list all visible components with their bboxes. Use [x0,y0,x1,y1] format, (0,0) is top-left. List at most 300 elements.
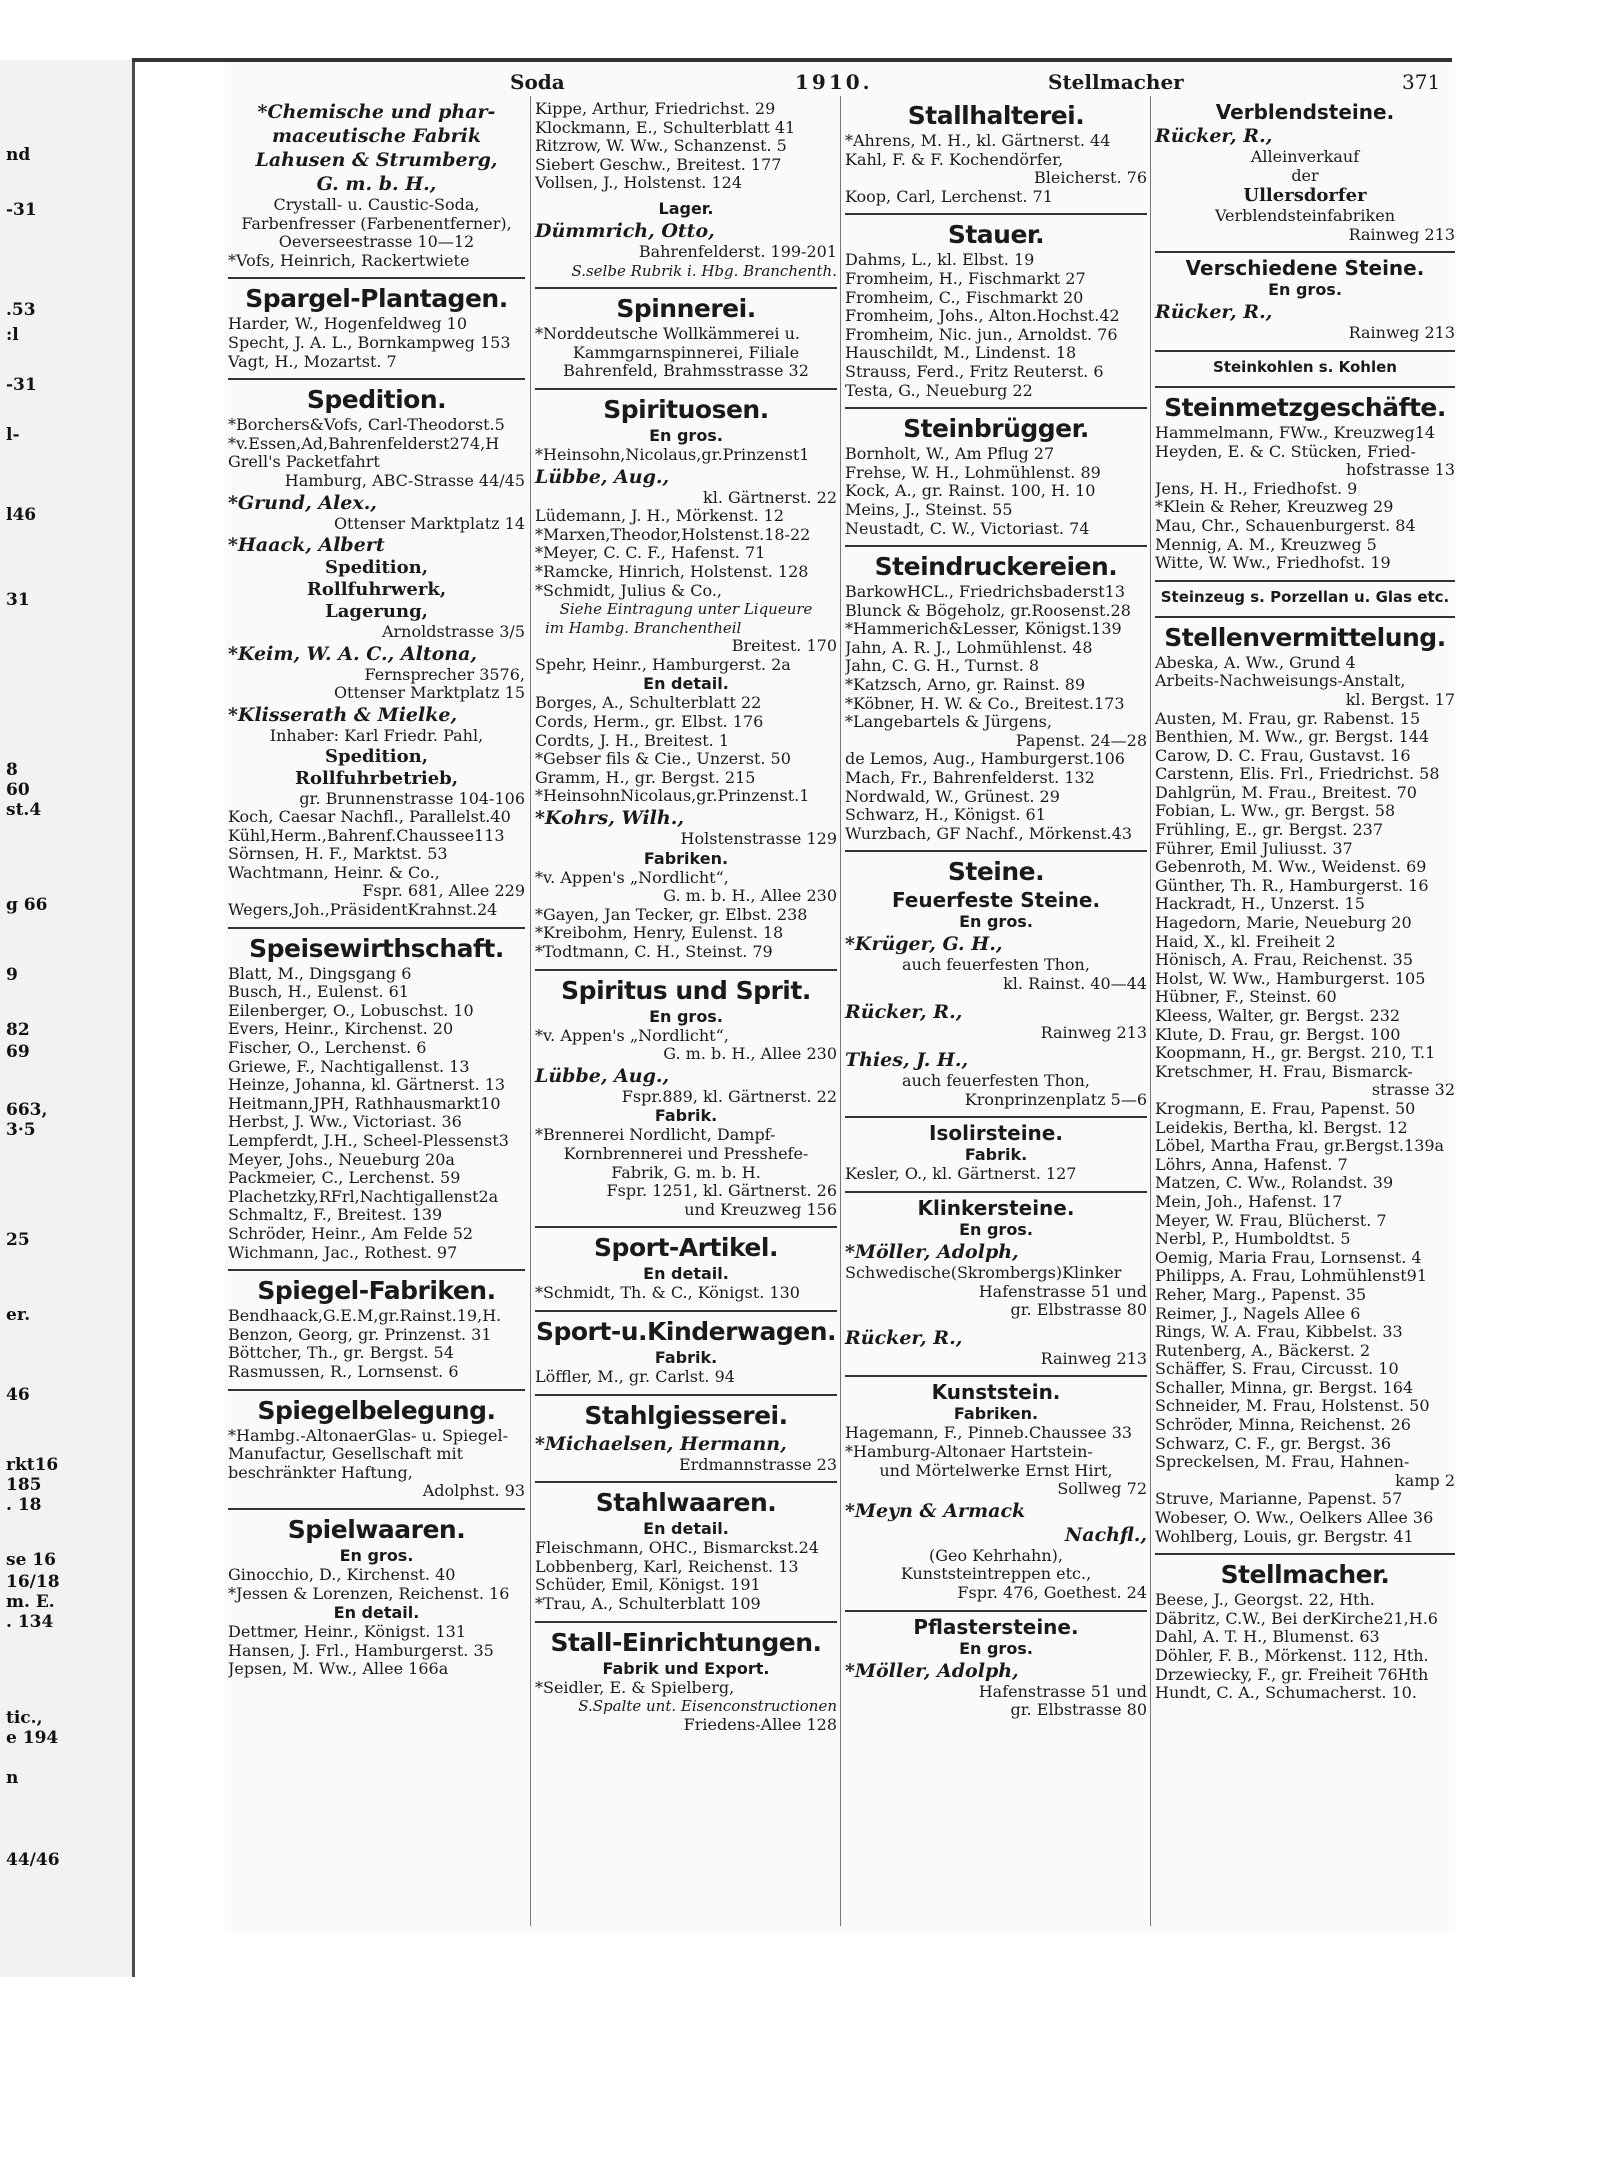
entry: auch feuerfesten Thon, [902,1071,1090,1091]
section-heading: Spiegelbelegung. [257,1395,496,1425]
entry: Hundt, C. A., Schumacherst. 10. [1155,1684,1417,1703]
column-rule [1150,96,1151,1926]
entry: Wurzbach, GF Nachf., Mörkenst.43 [845,824,1132,843]
entry: Cordts, J. H., Breitest. 1 [535,731,730,750]
entry: BarkowHCL., Friedrichsbaderst13 [845,583,1126,602]
entry: kl. Rainst. 40—44 [1003,974,1147,993]
entry: Schneider, M. Frau, Holstenst. 50 [1155,1397,1430,1416]
company-name: Dümmrich, Otto, [535,219,715,242]
entry: Jepsen, M. Ww., Allee 166a [228,1660,449,1679]
entry: Strauss, Ferd., Fritz Reuterst. 6 [845,362,1104,381]
entry: Rainweg 213 [1348,323,1455,343]
entry: (Geo Kehrhahn), [929,1545,1063,1565]
entry: Kretschmer, H. Frau, Bismarck- [1155,1062,1413,1081]
entry: Specht, J. A. L., Bornkampweg 153 [228,333,511,352]
entry: und Mörtelwerke Ernst Hirt, [879,1460,1113,1480]
entry: kl. Bergst. 17 [1345,689,1455,709]
entry: Wobeser, O. Ww., Oelkers Allee 36 [1155,1509,1434,1528]
entry: Spedition, [325,745,428,767]
company-name: *Haack, Albert [228,534,385,557]
entry: Carstenn, Elis. Frl., Friedrichst. 58 [1155,765,1440,784]
entry: *Norddeutsche Wollkämmerei u. [535,325,800,344]
entry: Testa, G., Neueburg 22 [845,381,1033,400]
entry: Blatt, M., Dingsgang 6 [228,964,412,983]
spine-text-fragment: tic., [6,1708,43,1728]
company-name: Thies, J. H., [845,1049,969,1072]
entry: Löbel, Martha Frau, gr.Bergst.139a [1155,1137,1445,1156]
company-name: Rücker, R., [1155,301,1273,324]
spine-text-fragment: -31 [6,200,37,220]
entry: Hansen, J. Frl., Hamburgerst. 35 [228,1641,494,1660]
company-name: *Kohrs, Wilh., [535,807,684,830]
spine-text-fragment: rkt16 [6,1455,59,1475]
entry: Rasmussen, R., Lornsenst. 6 [228,1362,459,1381]
section-divider [845,213,1147,215]
entry: *Ramcke, Hinrich, Holstenst. 128 [535,562,809,581]
subheading: Verblendsteine. [1215,100,1395,124]
entry: Kammgarnspinnerei, Filiale [572,342,800,362]
entry: Philipps, A. Frau, Lohmühlenst91 [1155,1267,1428,1286]
subheading: En detail. [333,1603,420,1623]
entry: *Vofs, Heinrich, Rackertwiete [228,251,470,270]
spine-text-fragment: 46 [6,1385,30,1405]
entry: Wichmann, Jac., Rothest. 97 [228,1243,458,1262]
entry: Abeska, A. Ww., Grund 4 [1155,653,1356,672]
entry: Oemig, Maria Frau, Lornsenst. 4 [1155,1248,1422,1267]
entry: Evers, Heinr., Kirchenst. 20 [228,1020,454,1039]
entry: *v. Appen's „Nordlicht“, [535,1026,729,1045]
company-name: *Chemische und phar- [257,101,496,123]
entry: Manufactur, Gesellschaft mit [228,1445,464,1464]
subheading: Fabrik. [654,1347,718,1367]
subheading: Pflastersteine. [913,1614,1079,1639]
company-name: G. m. b. H., [316,173,437,195]
entry: *Schmidt, Th. & C., Königst. 130 [535,1284,800,1303]
entry: Rainweg 213 [1348,224,1455,244]
spine-text-fragment: st.4 [6,800,42,820]
subheading: En detail. [643,1264,729,1284]
entry: Farbenfresser (Farbenentferner), [241,213,512,233]
subheading: Verschiedene Steine. [1185,256,1425,281]
entry: Fspr. 476, Goethest. 24 [957,1582,1147,1602]
company-name: Rücker, R., [1155,125,1273,147]
entry: Hönisch, A. Frau, Reichenst. 35 [1155,951,1413,970]
entry: Jahn, C. G. H., Turnst. 8 [845,657,1040,676]
entry: strasse 32 [1371,1080,1455,1100]
entry: Hagemann, F., Pinneb.Chaussee 33 [845,1424,1133,1443]
entry: Koop, Carl, Lerchenst. 71 [845,187,1053,206]
header-year: 1910. [795,70,873,94]
entry: Cords, Herm., gr. Elbst. 176 [535,713,764,732]
entry: Rollfuhrbetrieb, [294,767,459,789]
section-divider [845,850,1147,852]
company-name: Rücker, R., [845,1326,963,1349]
entry: Neustadt, C. W., Victoriast. 74 [845,519,1090,538]
entry: Leidekis, Bertha, kl. Bergst. 12 [1155,1118,1408,1137]
entry: Beese, J., Georgst. 22, Hth. [1155,1591,1375,1610]
entry: Benzon, Georg, gr. Prinzenst. 31 [228,1325,492,1344]
entry: Benthien, M. Ww., gr. Bergst. 144 [1155,728,1430,747]
entry: Lempferdt, J.H., Scheel-Plessenst3 [228,1132,509,1150]
entry: Breitest. 170 [731,636,837,656]
entry: der [1291,165,1319,185]
spine-text-fragment: l- [6,425,20,445]
company-name: *Michaelsen, Hermann, [535,1432,787,1455]
entry: gr. Brunnenstrasse 104-106 [299,788,525,808]
entry: gr. Elbstrasse 80 [1010,1700,1147,1720]
entry: Dettmer, Heinr., Königst. 131 [228,1623,467,1642]
entry: Sollweg 72 [1057,1479,1147,1499]
entry: Blunck & Bögeholz, gr.Roosenst.28 [845,601,1131,620]
entry: *Heinsohn,Nicolaus,gr.Prinzenst1 [535,445,810,464]
section-heading: Stahlgiesserei. [584,1400,788,1430]
entry: Eilenberger, O., Lobuschst. 10 [228,1001,474,1020]
spine-text-fragment: 3·5 [6,1120,36,1140]
entry: Jens, H. H., Friedhofst. 9 [1155,479,1358,498]
section-divider [845,545,1147,547]
entry: Borges, A., Schulterblatt 22 [535,694,762,713]
entry: *Todtmann, C. H., Steinst. 79 [535,943,773,961]
entry: Rollfuhrwerk, [306,579,447,601]
entry: Vollsen, J., Holstenst. 124 [535,174,743,193]
entry: Fernsprecher 3576, [364,664,525,684]
entry: Mennig, A. M., Kreuzweg 5 [1155,535,1377,554]
entry: *Hambg.-AltonaerGlas- u. Spiegel- [228,1426,508,1445]
section-divider [1155,1553,1455,1555]
column-2 [535,100,837,1734]
entry: Gebenroth, M. Ww., Weidenst. 69 [1155,858,1427,877]
section-divider [1155,350,1455,352]
spine-text-fragment: 60 [6,780,30,800]
section-heading: Spedition. [306,385,447,415]
entry: Bahrenfelderst. 199-201 [638,241,837,261]
entry: Kunststeintreppen etc., [900,1564,1092,1584]
entry: Fspr. 1251, kl. Gärtnerst. 26 [606,1181,837,1201]
entry: Kühl,Herm.,Bahrenf.Chaussee113 [228,826,505,845]
entry: Lüdemann, J. H., Mörkenst. 12 [535,507,784,526]
company-name: Lübbe, Aug., [535,465,670,488]
section-heading: Speisewirthschaft. [249,933,504,963]
entry: Carow, D. C. Frau, Gustavst. 16 [1155,746,1411,765]
entry: beschränkter Haftung, [228,1463,413,1482]
subheading: En gros. [649,425,723,445]
entry: Kesler, O., kl. Gärtnerst. 127 [845,1165,1077,1184]
entry: Schaller, Minna, gr. Bergst. 164 [1155,1378,1414,1397]
entry: Lobbenberg, Karl, Reichenst. 13 [535,1557,799,1576]
entry: Fromheim, Nic. jun., Arnoldst. 76 [845,325,1118,344]
entry: Rings, W. A. Frau, Kibbelst. 33 [1155,1323,1403,1342]
company-name: Rücker, R., [845,1000,963,1023]
entry: Holst, W. Ww., Hamburgerst. 105 [1155,969,1426,988]
section-divider [228,378,525,380]
entry: Krogmann, E. Frau, Papenst. 50 [1155,1099,1416,1118]
column-rule [530,96,531,1926]
entry: Lagerung, [325,601,428,623]
entry: Inhaber: Karl Friedr. Pahl, [269,725,484,745]
entry: Heinze, Johanna, kl. Gärtnerst. 13 [228,1076,506,1095]
entry: *Gayen, Jan Tecker, gr. Elbst. 238 [535,905,808,924]
entry: Plachetzky,RFrl,Nachtigallenst2a [228,1187,499,1206]
subheading: En detail. [643,674,729,694]
cross-reference: im Hambg. Branchentheil [545,618,742,637]
entry: Rutenberg, A., Bäckerst. 2 [1155,1341,1371,1360]
subheading: Fabrik und Export. [602,1658,770,1678]
entry: Schwedische(Skrombergs)Klinker [845,1263,1122,1282]
entry: Kippe, Arthur, Friedrichst. 29 [535,100,776,118]
entry: Frühling, E., gr. Bergst. 237 [1155,821,1384,840]
subheading: Isolirsteine. [929,1121,1063,1146]
section-divider [535,1621,837,1623]
entry: *Meyer, C. C. F., Hafenst. 71 [535,544,766,563]
spine-text-fragment: 69 [6,1042,30,1062]
subheading: Lager. [658,198,714,218]
spine-text-fragment: 16/18 [6,1572,60,1592]
entry: *Jessen & Lorenzen, Reichenst. 16 [228,1584,510,1603]
entry: *Ahrens, M. H., kl. Gärtnerst. 44 [845,132,1111,150]
spine-text-fragment: 185 [6,1475,42,1495]
entry: Verblendsteinfabriken [1214,206,1396,226]
entry: Schröder, Heinr., Am Felde 52 [228,1224,474,1243]
subheading: En gros. [959,912,1033,932]
company-name: Lahusen & Strumberg, [255,149,498,171]
section-heading: Spirituosen. [603,394,769,424]
entry: kamp 2 [1395,1470,1455,1490]
spine-text-fragment: l46 [6,505,37,525]
entry: Reimer, J., Nagels Allee 6 [1155,1304,1361,1323]
section-heading: Spielwaaren. [287,1514,466,1544]
section-divider [228,1269,525,1271]
entry: Grell's Packetfahrt [228,453,380,472]
entry: Packmeier, C., Lerchenst. 59 [228,1169,461,1188]
subheading: Fabriken. [953,1404,1039,1424]
company-name: *Krüger, G. H., [845,933,1003,956]
entry: hofstrasse 13 [1345,460,1455,480]
entry: Hauschildt, M., Lindenst. 18 [845,344,1077,363]
spine-text-fragment: . 18 [6,1495,42,1515]
entry: Heyden, E. & C. Stücken, Fried- [1155,442,1416,461]
section-divider [535,1226,837,1228]
section-divider [845,1375,1147,1377]
entry: Mach, Fr., Bahrenfelderst. 132 [845,769,1095,788]
entry: Ottenser Marktplatz 14 [333,513,525,533]
entry: Hackradt, H., Unzerst. 15 [1155,895,1365,914]
entry: *Katzsch, Arno, gr. Rainst. 89 [845,676,1086,695]
entry: Schüder, Emil, Königst. 191 [535,1576,761,1595]
entry: Kleess, Walter, gr. Bergst. 232 [1155,1007,1401,1025]
section-heading: Stahlwaaren. [595,1488,777,1518]
entry: Oeverseestrasse 10—12 [278,232,475,252]
entry: Friedens-Allee 128 [683,1714,837,1734]
entry: Haid, X., kl. Freiheit 2 [1155,932,1336,951]
entry: Matzen, C. Ww., Rolandst. 39 [1155,1174,1394,1193]
entry: Koch, Caesar Nachfl., Parallelst.40 [228,808,511,827]
entry: *v.Essen,Ad,Bahrenfelderst274,H [228,434,500,453]
entry: Papenst. 24—28 [1015,730,1147,750]
entry: Busch, H., Eulenst. 61 [228,983,409,1002]
entry: Wegers,Joh.,PräsidentKrahnst.24 [228,901,498,920]
entry: Reher, Marg., Papenst. 35 [1155,1285,1367,1304]
entry: Adolphst. 93 [422,1481,525,1501]
company-name: *Klisserath & Mielke, [228,703,458,726]
entry: *Borchers&Vofs, Carl-Theodorst.5 [228,416,505,435]
section-divider [845,1116,1147,1118]
entry: Vagt, H., Mozartst. 7 [228,352,397,371]
entry: Fobian, L. Ww., gr. Bergst. 58 [1155,802,1396,821]
spine-text-fragment: g 66 [6,895,48,915]
cross-reference: Steinkohlen s. Kohlen [1213,357,1397,376]
section-divider [535,1310,837,1312]
company-name: *Grund, Alex., [228,491,377,514]
section-divider [535,1394,837,1396]
cross-reference: S.selbe Rubrik i. Hbg. Branchenth. [571,261,837,280]
entry: Kock, A., gr. Rainst. 100, H. 10 [845,482,1096,501]
spine-text-fragment: er. [6,1305,31,1325]
entry: Böttcher, Th., gr. Bergst. 54 [228,1344,454,1363]
cross-reference: S.Spalte unt. Eisenconstructionen [578,1697,837,1716]
entry: Bahrenfeld, Brahmsstrasse 32 [563,361,809,381]
column-1 [228,100,525,1679]
entry: Schäffer, S. Frau, Circusst. 10 [1155,1360,1399,1379]
header-left: Soda [510,70,565,94]
entry: Alleinverkauf [1250,147,1360,166]
section-heading: Spargel-Plantagen. [245,284,508,314]
spine-text-fragment: 31 [6,590,30,610]
entry: Wachtmann, Heinr. & Co., [228,863,440,882]
entry: Hammelmann, FWw., Kreuzweg14 [1155,423,1436,442]
section-heading: Spiritus und Sprit. [561,975,811,1005]
entry: Heitmann,JPH, Rathhausmarkt10 [228,1094,501,1113]
spine-text-fragment: -31 [6,375,37,395]
entry: Arnoldstrasse 3/5 [381,622,525,642]
entry: Löhrs, Anna, Hafenst. 7 [1155,1155,1348,1174]
spine-text-fragment: :l [6,325,19,345]
entry: *Trau, A., Schulterblatt 109 [535,1594,761,1613]
entry: Fspr.889, kl. Gärtnerst. 22 [621,1086,837,1106]
entry: Erdmannstrasse 23 [678,1454,837,1474]
entry: gr. Elbstrasse 80 [1010,1300,1147,1320]
entry: Ullersdorfer [1243,185,1367,207]
entry: Kornbrennerei und Presshefe- [563,1143,809,1163]
entry: *Seidler, E. & Spielberg, [535,1678,735,1697]
company-name: maceutische Fabrik [271,125,482,147]
spine-text-fragment: n [6,1768,19,1788]
column-3 [845,100,1147,1720]
subheading: En gros. [649,1006,723,1026]
subheading: En gros. [959,1219,1033,1239]
entry: Meyer, Johs., Neueburg 20a [228,1150,455,1169]
spine-text-fragment: 9 [6,965,18,985]
section-divider [845,1191,1147,1193]
entry: Frehse, W. H., Lohmühlenst. 89 [845,463,1101,482]
section-heading: Stallhalterei. [907,101,1085,130]
section-heading: Spiegel-Fabriken. [257,1276,496,1306]
entry: Harder, W., Hogenfeldweg 10 [228,315,468,334]
section-divider [535,1481,837,1483]
section-heading: Steine. [947,857,1045,887]
entry: *v. Appen's „Nordlicht“, [535,868,729,887]
entry: Fromheim, Johs., Alton.Hochst.42 [845,307,1120,326]
subheading: En detail. [643,1519,729,1539]
entry: Spedition, [325,557,428,579]
spine-text-fragment: 44/46 [6,1850,60,1870]
entry: Dahlgrün, M. Frau., Breitest. 70 [1155,783,1417,802]
entry: Fleischmann, OHC., Bismarckst.24 [535,1539,819,1558]
subheading: Fabrik. [964,1145,1028,1165]
subheading: Feuerfeste Steine. [891,888,1101,913]
spine-text-fragment: . 134 [6,1612,54,1632]
spine-text-fragment: e 194 [6,1728,59,1748]
entry: *HeinsohnNicolaus,gr.Prinzenst.1 [535,787,810,806]
entry: *Hammerich&Lesser, Königst.139 [845,620,1122,639]
entry: Hafenstrasse 51 und [978,1281,1147,1301]
company-name: *Möller, Adolph, [845,1659,1019,1682]
entry: Schröder, Minna, Reichenst. 26 [1155,1416,1411,1435]
subheading: Fabrik. [654,1106,718,1126]
entry: Bleicherst. 76 [1033,168,1147,188]
entry: Däbritz, C.W., Bei derKirche21,H.6 [1155,1609,1438,1628]
entry: *Schmidt, Julius & Co., [535,581,723,600]
entry: Jahn, A. R. J., Lohmühlenst. 48 [845,638,1093,657]
entry: Koopmann, H., gr. Bergst. 210, T.1 [1155,1044,1436,1063]
section-divider [845,1610,1147,1612]
entry: Ginocchio, D., Kirchenst. 40 [228,1565,456,1584]
entry: Witte, W. Ww., Friedhofst. 19 [1155,554,1391,573]
entry: Dahl, A. T. H., Blumenst. 63 [1155,1628,1380,1647]
section-heading: Stellenvermittelung. [1164,622,1446,652]
entry: Bornholt, W., Am Pflug 27 [845,445,1055,464]
entry: Meins, J., Steinst. 55 [845,500,1013,519]
spine-text-fragment: .53 [6,300,36,320]
entry: Austen, M. Frau, gr. Rabenst. 15 [1155,709,1421,728]
entry: *Kreibohm, Henry, Eulenst. 18 [535,924,784,943]
entry: G. m. b. H., Allee 230 [663,1044,837,1064]
entry: Kahl, F. & F. Kochendörfer, [845,150,1064,169]
entry: Nordwald, W., Grünest. 29 [845,787,1060,806]
entry: Griewe, F., Nachtigallenst. 13 [228,1057,470,1076]
section-heading: Steinmetzgeschäfte. [1164,392,1446,422]
column-rule [840,96,841,1926]
spine-text-fragment: 663, [6,1100,48,1120]
section-divider [535,388,837,390]
entry: *Köbner, H. W. & Co., Breitest.173 [845,694,1125,713]
section-heading: Sport-Artikel. [594,1233,778,1263]
entry: Gramm, H., gr. Bergst. 215 [535,768,756,787]
entry: G. m. b. H., Allee 230 [663,886,837,906]
entry: Nerbl, P., Humboldtst. 5 [1155,1230,1351,1249]
subheading: Kunststein. [931,1380,1061,1405]
entry: Rainweg 213 [1040,1022,1147,1042]
subheading: Fabriken. [643,848,729,868]
entry: Löffler, M., gr. Carlst. 94 [535,1367,735,1386]
page-number: 371 [1402,70,1441,94]
entry: Crystall- u. Caustic-Soda, [273,195,480,214]
entry: Schmaltz, F., Breitest. 139 [228,1206,443,1225]
spine-text-fragment: nd [6,145,31,165]
section-heading: Stall-Einrichtungen. [550,1627,822,1657]
entry: *Klein & Reher, Kreuzweg 29 [1155,498,1394,517]
section-divider [1155,580,1455,582]
subheading: En gros. [959,1638,1033,1658]
entry: Drzewiecky, F., gr. Freiheit 76Hth [1155,1665,1429,1684]
entry: Fabrik, G. m. b. H. [611,1162,761,1182]
section-heading: Stellmacher. [1220,1560,1390,1590]
entry: Fspr. 681, Allee 229 [362,881,525,901]
spine-text-fragment: se 16 [6,1550,56,1570]
entry: *Hamburg-Altonaer Hartstein- [845,1442,1093,1461]
spine-text-fragment: 25 [6,1230,30,1250]
entry: Hübner, F., Steinst. 60 [1155,988,1337,1007]
entry: Sörnsen, H. F., Marktst. 53 [228,845,448,864]
